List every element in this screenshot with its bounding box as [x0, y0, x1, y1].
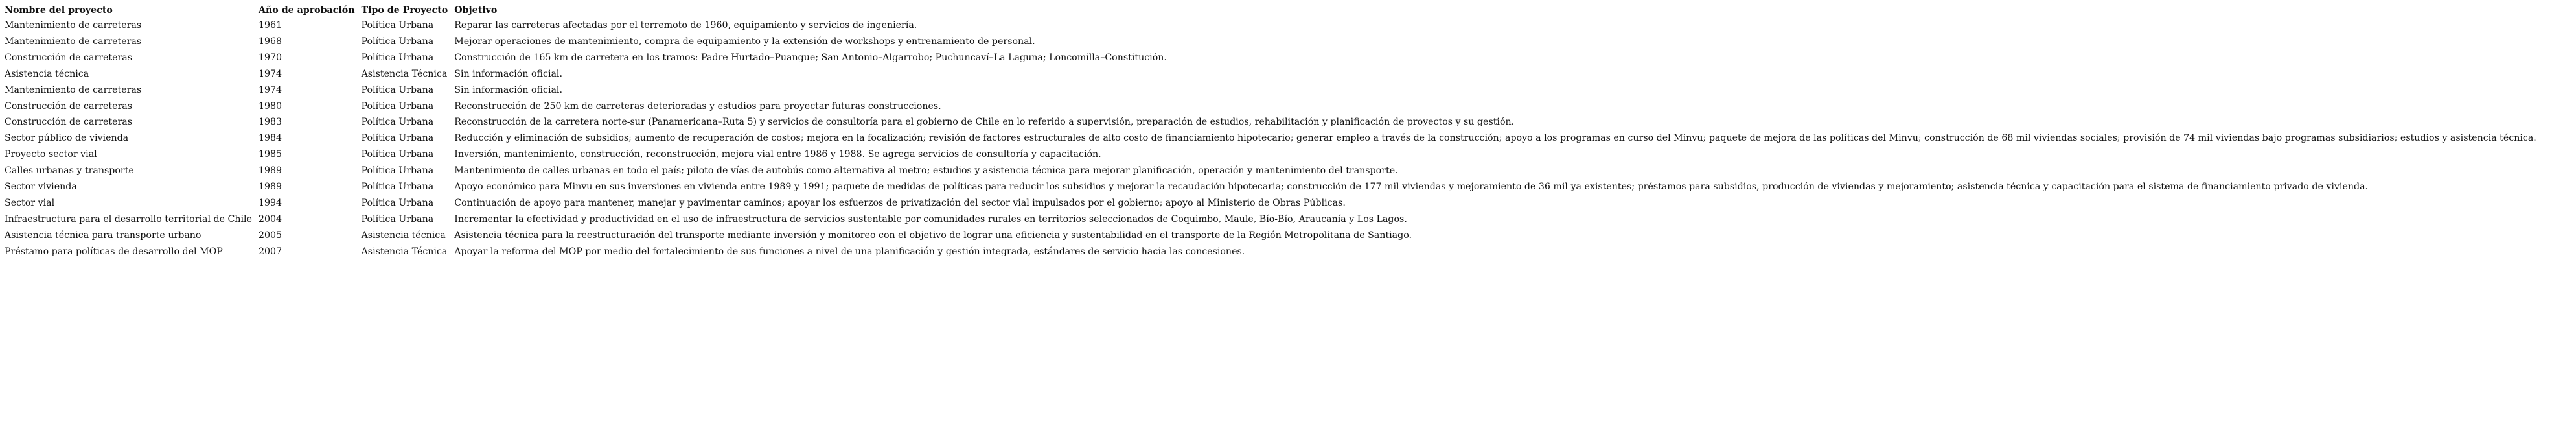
- cell-approval-year: 1983: [258, 117, 282, 128]
- cell-project-type: Política Urbana: [361, 165, 434, 176]
- cell-project-name: Proyecto sector vial: [5, 149, 97, 160]
- table-row: [2, 66, 2540, 82]
- cell-project-type: Política Urbana: [361, 133, 434, 144]
- cell-objective: Mantenimiento de calles urbanas en todo el país; piloto de vías de autobús como alternativa al metro; estudios y asistencia técnica para mejorar planificación, operación y mantenimiento del transporte.: [454, 165, 1398, 176]
- table-row: [2, 114, 2540, 130]
- projects-table: [2, 3, 2540, 260]
- cell-approval-year: 1980: [258, 101, 282, 112]
- table-row: [2, 34, 2540, 50]
- cell-project-name: Asistencia técnica: [5, 68, 89, 79]
- column-header-objective: Objetivo: [454, 5, 498, 16]
- table-row: [2, 163, 2540, 179]
- cell-project-name: Construcción de carreteras: [5, 117, 133, 128]
- cell-project-name: Construcción de carreteras: [5, 52, 133, 63]
- cell-objective: Reconstrucción de la carretera norte-sur (Panamericana–Ruta 5) y servicios de consultoría para el gobierno de Chile en lo referido a supervisión, preparación de estudios, rehabilitación y planificación de proyectos y su gestión.: [454, 117, 1515, 128]
- cell-approval-year: 1985: [258, 149, 282, 160]
- cell-project-type: Política Urbana: [361, 20, 434, 30]
- column-header-name: Nombre del proyecto: [5, 5, 113, 16]
- column-header-year: Año de aprobación: [258, 5, 355, 16]
- cell-objective: Continuación de apoyo para mantener, manejar y pavimentar caminos; apoyar los esfuerzos de privatización del sector vial impulsados por el gobierno; apoyo al Ministerio de Obras Públicas.: [454, 197, 1346, 208]
- table-row: [2, 18, 2540, 34]
- cell-project-type: Asistencia Técnica: [361, 246, 448, 257]
- cell-project-type: Asistencia Técnica: [361, 68, 448, 79]
- header-row: [2, 3, 2540, 18]
- cell-approval-year: 1970: [258, 52, 282, 63]
- cell-project-name: Asistencia técnica para transporte urbano: [5, 230, 201, 241]
- cell-project-type: Política Urbana: [361, 84, 434, 95]
- cell-objective: Sin información oficial.: [454, 84, 562, 95]
- table-row: [2, 179, 2540, 195]
- table-row: [2, 228, 2540, 244]
- cell-project-name: Mantenimiento de carreteras: [5, 84, 142, 95]
- table-header: [2, 3, 2540, 18]
- cell-objective: Apoyar la reforma del MOP por medio del fortalecimiento de sus funciones a nivel de una planificación y gestión integrada, estándares de servicio hacia las concesiones.: [454, 246, 1245, 257]
- cell-objective: Asistencia técnica para la reestructuración del transporte mediante inversión y monitoreo con el objetivo de lograr una eficiencia y sustentabilidad en el transporte de la Región Metropolitana de Santiago.: [454, 230, 1412, 241]
- cell-approval-year: 1961: [258, 20, 282, 30]
- cell-approval-year: 1989: [258, 182, 282, 193]
- cell-objective: Mejorar operaciones de mantenimiento, compra de equipamiento y la extensión de workshops y entrenamiento de personal.: [454, 36, 1035, 47]
- cell-approval-year: 2005: [258, 230, 282, 241]
- cell-project-name: Préstamo para políticas de desarrollo del MOP: [5, 246, 223, 257]
- cell-approval-year: 2004: [258, 213, 282, 224]
- cell-objective: Inversión, mantenimiento, construcción, reconstrucción, mejora vial entre 1986 y 1988. Se agrega servicios de consultoría y capacitación.: [454, 149, 1101, 160]
- cell-approval-year: 1984: [258, 133, 282, 144]
- cell-objective: Construcción de 165 km de carretera en los tramos: Padre Hurtado–Puangue; San Antonio–Algarrobo; Puchuncaví–La Laguna; Loncomilla–Constitución.: [454, 52, 1167, 63]
- cell-project-type: Política Urbana: [361, 149, 434, 160]
- table-row: [2, 99, 2540, 115]
- table-row: [2, 211, 2540, 228]
- cell-approval-year: 1989: [258, 165, 282, 176]
- cell-project-type: Asistencia técnica: [361, 230, 446, 241]
- cell-approval-year: 1974: [258, 84, 282, 95]
- table-row: [2, 195, 2540, 211]
- cell-project-type: Política Urbana: [361, 52, 434, 63]
- cell-project-name: Mantenimiento de carreteras: [5, 20, 142, 30]
- cell-objective: Incrementar la efectividad y productividad en el uso de infraestructura de servicios sustentable por comunidades rurales en territorios seleccionados de Coquimbo, Maule, Bío-Bío, Araucanía y Los Lagos.: [454, 213, 1407, 224]
- table-row: [2, 147, 2540, 163]
- cell-objective: Reducción y eliminación de subsidios; aumento de recuperación de costos; mejora en la focalización; revisión de factores estructurales de alto costo de financiamiento hipotecario; generar empleo a través de la construcción; apoyo a los programas en curso del Minvu; paquete de mejora de las políticas del Minvu; construcción de 68 mil viviendas sociales; provisión de 74 mil viviendas bajo programas subsidiarios; estudios y asistencia técnica.: [454, 133, 2536, 144]
- cell-project-name: Infraestructura para el desarrollo territorial de Chile: [5, 213, 252, 224]
- cell-project-name: Mantenimiento de carreteras: [5, 36, 142, 47]
- cell-project-name: Sector público de vivienda: [5, 133, 129, 144]
- table-row: [2, 50, 2540, 66]
- column-header-type: Tipo de Proyecto: [361, 5, 448, 16]
- cell-project-type: Política Urbana: [361, 213, 434, 224]
- table-body: [2, 18, 2540, 260]
- table-row: [2, 82, 2540, 99]
- cell-project-type: Política Urbana: [361, 101, 434, 112]
- cell-objective: Reparar las carreteras afectadas por el terremoto de 1960, equipamiento y servicios de ingeniería.: [454, 20, 917, 30]
- cell-objective: Reconstrucción de 250 km de carreteras deterioradas y estudios para proyectar futuras construcciones.: [454, 101, 941, 112]
- cell-project-name: Sector vial: [5, 197, 55, 208]
- cell-approval-year: 1968: [258, 36, 282, 47]
- cell-project-name: Calles urbanas y transporte: [5, 165, 134, 176]
- cell-objective: Sin información oficial.: [454, 68, 562, 79]
- cell-project-type: Política Urbana: [361, 197, 434, 208]
- cell-objective: Apoyo económico para Minvu en sus inversiones en vivienda entre 1989 y 1991; paquete de medidas de políticas para reducir los subsidios y mejorar la recaudación hipotecaria; construcción de 177 mil viviendas y mejoramiento de 36 mil ya existentes; préstamos para subsidios, producción de viviendas y mejoramiento; asistencia técnica y capacitación para el sistema de financiamiento privado de vivienda.: [454, 182, 2369, 193]
- cell-project-type: Política Urbana: [361, 182, 434, 193]
- cell-project-type: Política Urbana: [361, 36, 434, 47]
- cell-project-name: Construcción de carreteras: [5, 101, 133, 112]
- table-row: [2, 130, 2540, 147]
- cell-approval-year: 1974: [258, 68, 282, 79]
- cell-project-type: Política Urbana: [361, 117, 434, 128]
- cell-approval-year: 1994: [258, 197, 282, 208]
- cell-project-name: Sector vivienda: [5, 182, 77, 193]
- table-row: [2, 244, 2540, 260]
- cell-approval-year: 2007: [258, 246, 282, 257]
